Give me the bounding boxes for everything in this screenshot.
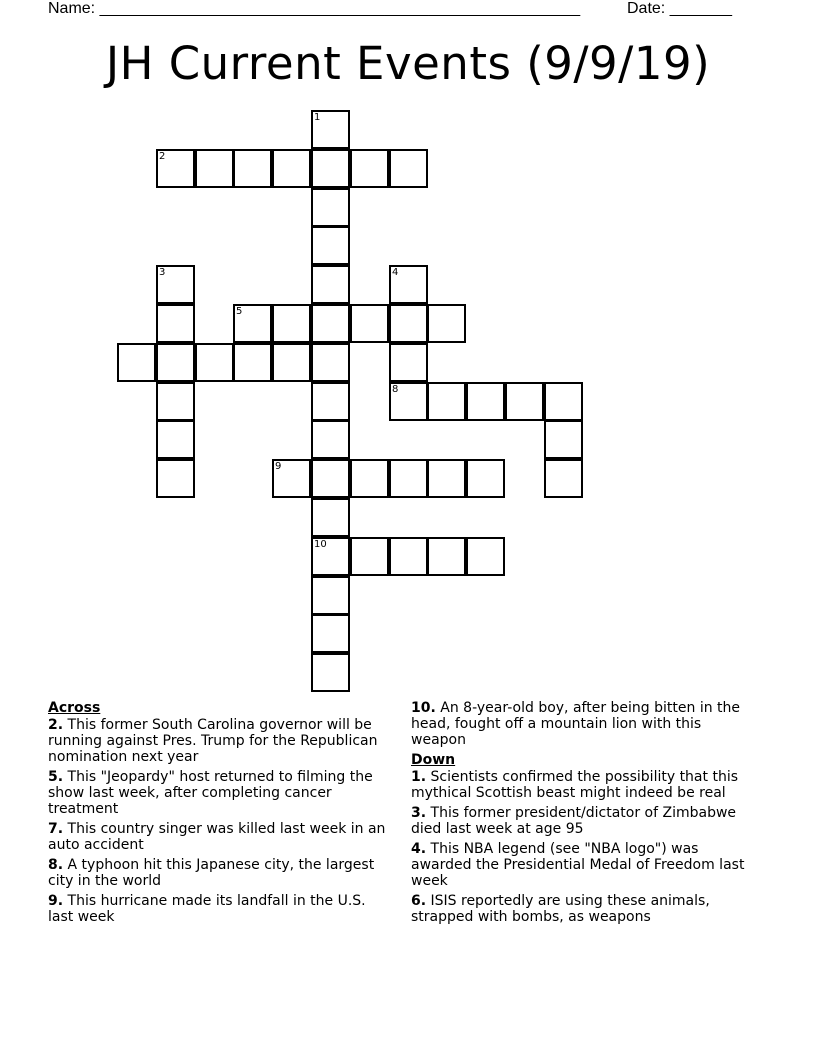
grid-cell-r2c5[interactable] [195, 149, 234, 188]
grid-cell-r7c4[interactable] [156, 343, 195, 382]
clue-text: A typhoon hit this Japanese city, the largest city in the world [48, 857, 375, 889]
grid-cell-r7c3[interactable] [117, 343, 156, 382]
across-clue-7 [48, 821, 393, 853]
clue-number: 5. [48, 769, 64, 785]
grid-cell-r12c10[interactable] [389, 537, 428, 576]
clue-number: 9. [48, 893, 64, 909]
clue-number: 7. [48, 821, 64, 837]
grid-cell-r8c10[interactable] [389, 382, 428, 421]
across-clue-5 [48, 769, 393, 817]
grid-cell-r6c6[interactable] [233, 304, 272, 343]
clue-number: 1. [411, 769, 427, 785]
grid-cell-r6c4[interactable] [156, 304, 195, 343]
grid-cell-r8c14[interactable] [544, 382, 583, 421]
clue-number: 3. [411, 805, 427, 821]
clue-number: 8. [48, 857, 64, 873]
clue-text: ISIS reportedly are using these animals, strapped with bombs, as weapons [411, 893, 710, 925]
clues-right-column [411, 700, 756, 929]
grid-cell-r14c8[interactable] [311, 614, 350, 653]
grid-cell-r8c8[interactable] [311, 382, 350, 421]
grid-cell-r8c4[interactable] [156, 382, 195, 421]
clue-number-label: 5 [236, 306, 243, 317]
across-clue-8 [48, 857, 393, 889]
page-title: JH Current Events (9/9/19) [105, 37, 711, 90]
clue-text: An 8-year-old boy, after being bitten in the head, fought off a mountain lion with this weapon [411, 700, 741, 748]
clue-text: This hurricane made its landfall in the U.S. last week [48, 893, 366, 925]
name-field-label[interactable]: Name: ______________________________________________________ [48, 0, 581, 17]
grid-cell-r6c8[interactable] [311, 304, 350, 343]
clue-number: 2. [48, 717, 64, 733]
grid-cell-r10c12[interactable] [466, 459, 505, 498]
grid-cell-r5c10[interactable] [389, 265, 428, 304]
clue-number-label: 4 [392, 267, 399, 278]
grid-cell-r2c10[interactable] [389, 149, 428, 188]
grid-cell-r12c11[interactable] [427, 537, 466, 576]
grid-cell-r10c8[interactable] [311, 459, 350, 498]
grid-cell-r3c8[interactable] [311, 188, 350, 227]
grid-cell-r8c13[interactable] [505, 382, 544, 421]
clue-number-label: 2 [159, 151, 166, 162]
grid-cell-r10c4[interactable] [156, 459, 195, 498]
grid-cell-r7c5[interactable] [195, 343, 234, 382]
grid-cell-r9c14[interactable] [544, 420, 583, 459]
grid-cell-r15c8[interactable] [311, 653, 350, 692]
across-heading: Across [48, 700, 101, 716]
clue-text: This NBA legend (see "NBA logo") was awarded the Presidential Medal of Freedom last week [411, 841, 745, 889]
grid-cell-r2c9[interactable] [350, 149, 389, 188]
down-clue-3 [411, 805, 756, 837]
clue-text: This country singer was killed last week in an auto accident [48, 821, 386, 853]
clue-number: 6. [411, 893, 427, 909]
grid-cell-r2c7[interactable] [272, 149, 311, 188]
grid-cell-r12c9[interactable] [350, 537, 389, 576]
down-clue-4 [411, 841, 756, 889]
grid-cell-r7c10[interactable] [389, 343, 428, 382]
clue-number-label: 1 [314, 112, 321, 123]
grid-cell-r6c9[interactable] [350, 304, 389, 343]
grid-cell-r5c4[interactable] [156, 265, 195, 304]
across-clue-9 [48, 893, 393, 925]
grid-cell-r6c11[interactable] [427, 304, 466, 343]
grid-cell-r10c11[interactable] [427, 459, 466, 498]
grid-cell-r11c8[interactable] [311, 498, 350, 537]
clue-text: This former South Carolina governor will be running against Pres. Trump for the Republican nomination next year [48, 717, 378, 765]
down-heading: Down [411, 752, 456, 768]
down-clue-6 [411, 893, 756, 925]
across-clue-2 [48, 717, 393, 765]
down-clue-1 [411, 769, 756, 801]
clue-text: This "Jeopardy" host returned to filming the show last week, after completing cancer treatment [48, 769, 373, 817]
clue-text: Scientists confirmed the possibility that this mythical Scottish beast might indeed be real [411, 769, 738, 801]
grid-cell-r4c8[interactable] [311, 226, 350, 265]
clue-text: This former president/dictator of Zimbabwe died last week at age 95 [411, 805, 737, 837]
clue-number-label: 9 [275, 461, 282, 472]
grid-cell-r8c12[interactable] [466, 382, 505, 421]
grid-cell-r10c7[interactable] [272, 459, 311, 498]
grid-cell-r5c8[interactable] [311, 265, 350, 304]
grid-cell-r2c6[interactable] [233, 149, 272, 188]
grid-cell-r7c6[interactable] [233, 343, 272, 382]
grid-cell-r6c7[interactable] [272, 304, 311, 343]
date-field-label[interactable]: Date: _______ [627, 0, 732, 17]
grid-cell-r2c4[interactable] [156, 149, 195, 188]
grid-cell-r10c9[interactable] [350, 459, 389, 498]
grid-cell-r2c8[interactable] [311, 149, 350, 188]
grid-cell-r7c8[interactable] [311, 343, 350, 382]
grid-cell-r10c14[interactable] [544, 459, 583, 498]
grid-cell-r6c10[interactable] [389, 304, 428, 343]
grid-cell-r1c8[interactable] [311, 110, 350, 149]
clues-left-column [48, 700, 393, 929]
clue-number-label: 8 [392, 384, 399, 395]
clue-number: 4. [411, 841, 427, 857]
across-clue-10 [411, 700, 756, 748]
grid-cell-r8c11[interactable] [427, 382, 466, 421]
clue-number: 10. [411, 700, 436, 716]
grid-cell-r9c8[interactable] [311, 420, 350, 459]
grid-cell-r7c7[interactable] [272, 343, 311, 382]
header [0, 0, 816, 24]
clue-number-label: 10 [314, 539, 327, 550]
grid-cell-r9c4[interactable] [156, 420, 195, 459]
grid-cell-r13c8[interactable] [311, 576, 350, 615]
grid-cell-r12c8[interactable] [311, 537, 350, 576]
clue-number-label: 3 [159, 267, 166, 278]
grid-cell-r10c10[interactable] [389, 459, 428, 498]
grid-cell-r12c12[interactable] [466, 537, 505, 576]
